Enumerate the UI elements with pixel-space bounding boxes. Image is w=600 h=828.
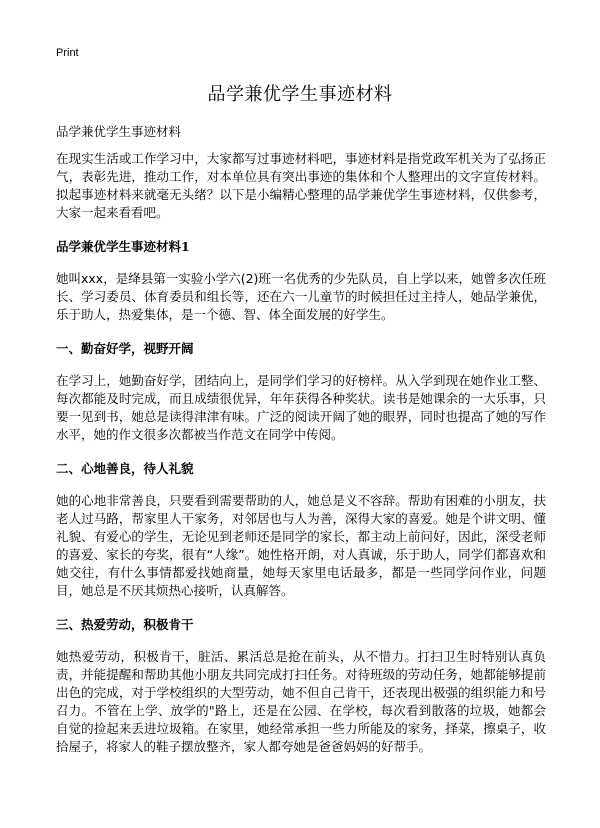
part-heading-2: 二、心地善良，待人礼貌 bbox=[56, 461, 194, 476]
part-3-paragraph: 她热爱劳动，积极肯干，脏活、累活总是抢在前头，从不惜力。打扫卫生时特别认真负责，并能提醒和帮助其他小朋友共同完成打扫任务。对待班级的劳动任务，她都能够提前出色的完成，对于学校组织的大型劳动，她不但自己肯干，还表现出极强的组织能力和号召力。不管在上学、放学的"路上，还是在公园、在学校，每次看到散落的垃圾，她都会自觉的捡起来丢进垃圾箱。在家里，她经常承担一些力所能及的家务，择菜，擦桌子，收拾屋子，将家人的鞋子摆放整齐，家人都夸她是爸爸妈妈的好帮手。 bbox=[56, 649, 546, 754]
document-subtitle: 品学兼优学生事迹材料 bbox=[56, 124, 182, 139]
print-link[interactable]: Print bbox=[56, 47, 79, 59]
document-body bbox=[56, 150, 546, 772]
part-1-paragraph: 在学习上，她勤奋好学，团结向上，是同学们学习的好榜样。从入学到现在她作业工整、每次都能及时完成，而且成绩很优异，年年获得各种奖状。读书是她课余的一大乐事，只要一见到书，她总是读得津津有味。广泛的阅读开阔了她的眼界，同时也提高了她的写作水平，她的作文很多次都被当作范文在同学中传阅。 bbox=[56, 373, 546, 442]
intro-paragraph: 在现实生活或工作学习中，大家都写过事迹材料吧，事迹材料是指党政军机关为了弘扬正气，表彰先进，推动工作，对本单位具有突出事迹的集体和个人整理出的文字宣传材料。拟起事迹材料来就毫无头绪？以下是小编精心整理的品学兼优学生事迹材料，仅供参考，大家一起来看看吧。 bbox=[56, 151, 546, 220]
part-heading-3: 三、热爱劳动，积极肯干 bbox=[56, 617, 194, 632]
part-2-paragraph: 她的心地非常善良，只要看到需要帮助的人，她总是义不容辞。帮助有困难的小朋友，扶老人过马路，帮家里人干家务，对邻居也与人为善，深得大家的喜爱。她是个讲文明、懂礼貌、有爱心的学生，无论见到老师还是同学的家长，都主动上前问好，因此，深受老师的喜爱、家长的夸奖，很有“人缘”。她性格开朗，对人真诚，乐于助人，同学们都喜欢和她交往，有什么事情都爱找她商量，她每天家里电话最多，都是一些同学问作业，问题目，她总是不厌其烦热心接听，认真解答。 bbox=[56, 493, 546, 598]
section-heading-1: 品学兼优学生事迹材料1 bbox=[56, 239, 190, 254]
section-1-paragraph: 她叫xxx，是绛县第一实验小学六(2)班一名优秀的少先队员，自上学以来，她曾多次任班长、学习委员、体育委员和组长等，还在六一儿童节的时候担任过主持人，她品学兼优，乐于助人，热爱集体，是一个德、智、体全面发展的好学生。 bbox=[56, 271, 546, 322]
part-heading-1: 一、勤奋好学，视野开阔 bbox=[56, 341, 194, 356]
page-title: 品学兼优学生事迹材料 bbox=[207, 84, 393, 105]
